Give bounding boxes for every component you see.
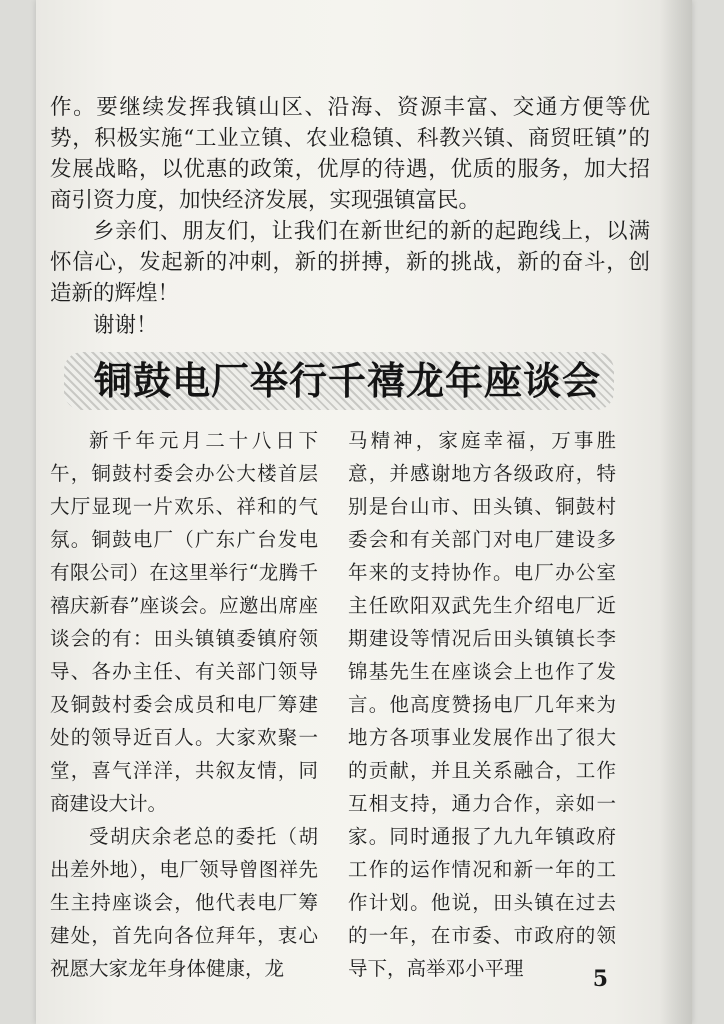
article-paragraph: 马精神，家庭幸福，万事胜意，并感谢地方各级政府，特别是台山市、田头镇、铜鼓村委会和有关部门对电厂建设多年来的支持协作。电厂办公室主任欧阳双武先生介绍电厂近期建设等情况后田头镇镇长李锦基先生在座谈会上也作了发言。他高度赞扬电厂几年来为地方各项事业发展作出了很大的贡献，并且关系融合，工作互相支持，通力合作，亲如一家。同时通报了九九年镇政府工作的运作情况和新一年的工作计划。他说，田头镇在过去的一年，在市委、市政府的领导下，高举邓小平理 — [348, 429, 616, 980]
article-paragraph: 受胡庆余老总的委托（胡出差外地），电厂领导曾图祥先生主持座谈会，他代表电厂筹建处，首先向各位拜年，衷心祝愿大家龙年身体健康，龙 — [50, 825, 318, 980]
article-title: 铜鼓电厂举行千禧龙年座谈会 — [94, 358, 602, 403]
book-page — [36, 0, 692, 1024]
article-column-left — [50, 424, 318, 980]
article-paragraph: 新千年元月二十八日下午，铜鼓村委会办公大楼首层大厅显现一片欢乐、祥和的气氛。铜鼓电厂（广东广台发电有限公司）在这里举行“龙腾千禧庆新春”座谈会。应邀出席座谈会的有：田头镇镇委镇府领导、各办主任、有关部门领导及铜鼓村委会成员和电厂筹建处的领导近百人。大家欢聚一堂，喜气洋洋，共叙友情，同商建设大计。 — [50, 429, 318, 815]
intro-thanks: 谢谢！ — [93, 313, 158, 338]
article-column-right — [348, 424, 616, 980]
page-number: 5 — [592, 966, 608, 992]
intro-paragraph-2: 乡亲们、朋友们，让我们在新世纪的新的起跑线上，以满怀信心，发起新的冲刺，新的拼搏，新的挑战，新的奋斗，创造新的辉煌！ — [50, 219, 650, 306]
intro-paragraph-1: 作。要继续发挥我镇山区、沿海、资源丰富、交通方便等优势，积极实施“工业立镇、农业稳镇、科教兴镇、商贸旺镇”的发展战略，以优惠的政策，优厚的待遇，优质的服务，加大招商引资力度，加快经济发展，实现强镇富民。 — [50, 95, 650, 213]
page-spine-shadow — [660, 0, 692, 1024]
